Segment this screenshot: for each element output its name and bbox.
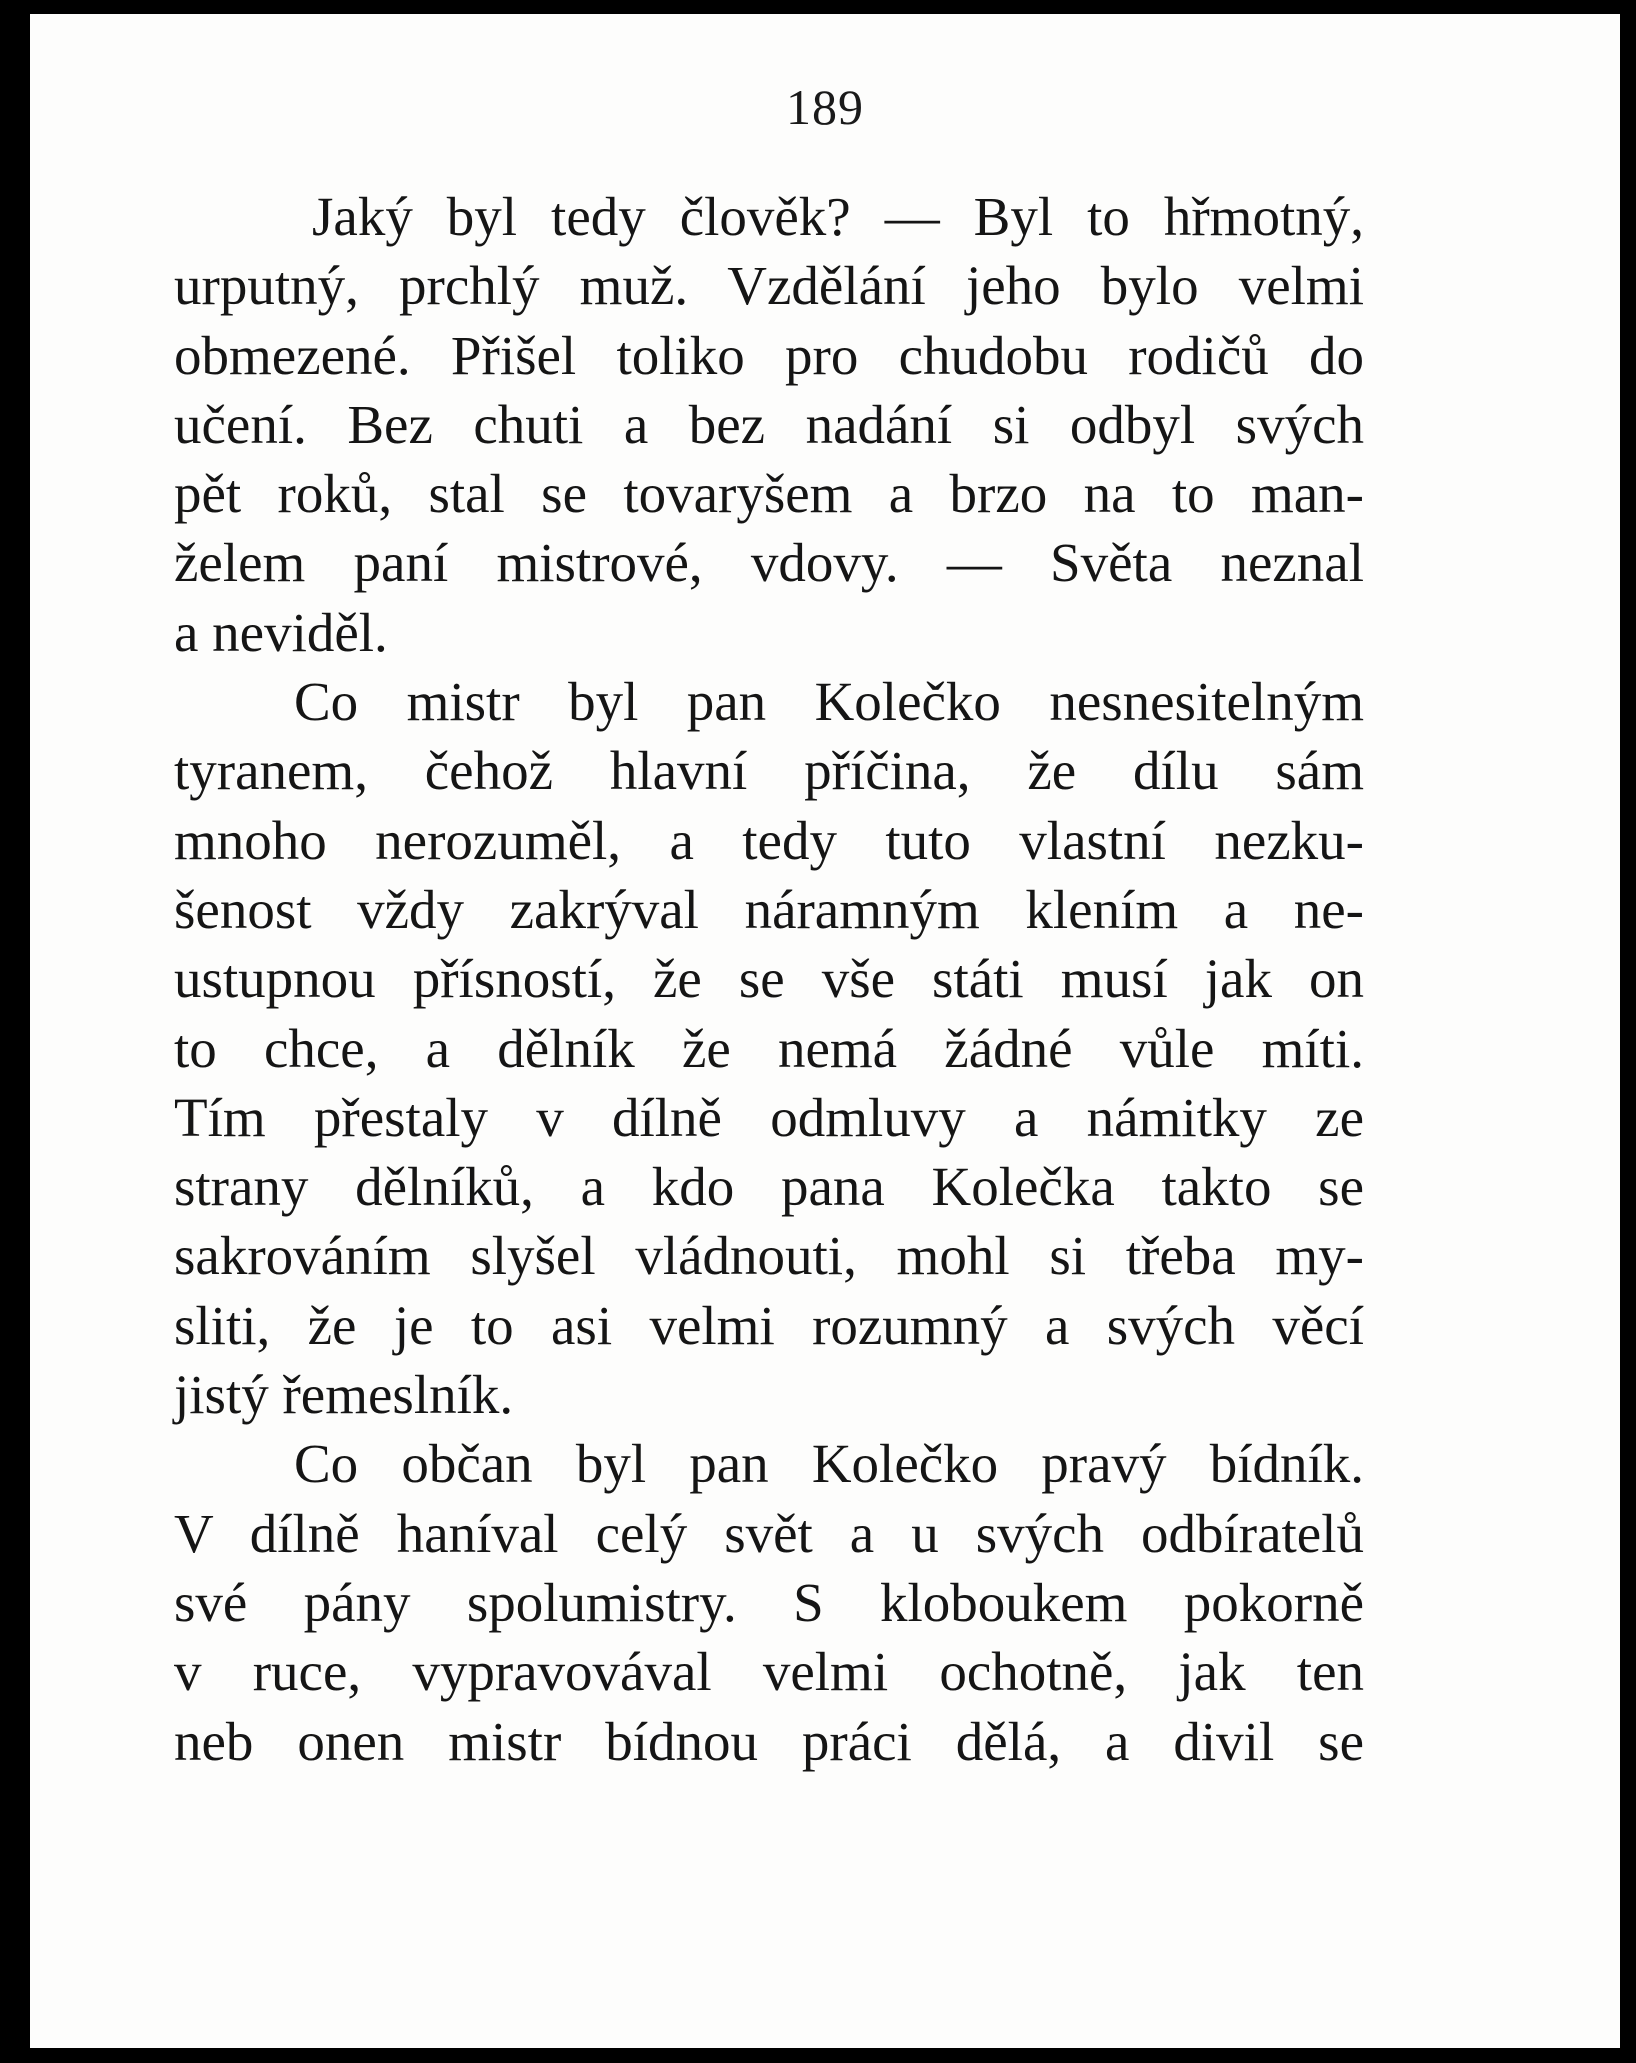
page-number: 189 xyxy=(786,79,864,135)
paragraph-3 xyxy=(174,1429,1364,1775)
paragraph-1 xyxy=(174,182,1364,667)
text-line: obmezené. Přišel toliko pro chudobu rodičů do xyxy=(174,324,1364,386)
paragraph-2 xyxy=(174,667,1364,1429)
text-line: své pány spolumistry. S kloboukem pokorně xyxy=(174,1571,1364,1633)
text-line: V dílně haníval celý svět a u svých odbíratelů xyxy=(174,1502,1364,1564)
text-line: a neviděl. xyxy=(174,601,388,663)
text-line: Co mistr byl pan Kolečko nesnesitelným xyxy=(294,671,1364,733)
text-line: Co občan byl pan Kolečko pravý bídník. xyxy=(294,1433,1364,1495)
text-line: tyranem, čehož hlavní příčina, že dílu sám xyxy=(174,740,1364,802)
text-line: Jaký byl tedy člověk? — Byl to hřmotný, xyxy=(312,186,1364,247)
text-line: Tím přestaly v dílně odmluvy a námitky ze xyxy=(174,1086,1364,1148)
text-line: sakrováním slyšel vládnouti, mohl si třeba my- xyxy=(174,1225,1364,1287)
text-line: mnoho nerozuměl, a tedy tuto vlastní nezku- xyxy=(174,809,1364,871)
text-line: ustupnou přísností, že se vše státi musí jak on xyxy=(174,948,1364,1010)
text-line: strany dělníků, a kdo pana Kolečka takto se xyxy=(174,1156,1364,1218)
text-line: pět roků, stal se tovaryšem a brzo na to man- xyxy=(174,463,1364,525)
text-line: sliti, že je to asi velmi rozumný a svých věcí xyxy=(174,1294,1364,1356)
text-line: urputný, prchlý muž. Vzdělání jeho bylo velmi xyxy=(174,255,1364,317)
text-line: učení. Bez chuti a bez nadání si odbyl svých xyxy=(174,393,1364,455)
text-line: želem paní mistrové, vdovy. — Světa neznal xyxy=(174,532,1364,594)
text-line: šenost vždy zakrýval náramným klením a ne- xyxy=(174,878,1364,940)
text-line: jistý řemeslník. xyxy=(174,1364,514,1426)
book-page xyxy=(30,14,1620,2048)
text-line: neb onen mistr bídnou práci dělá, a divil se xyxy=(174,1710,1364,1772)
text-line: v ruce, vypravovával velmi ochotně, jak ten xyxy=(174,1641,1364,1703)
text-line: to chce, a dělník že nemá žádné vůle míti. xyxy=(174,1017,1364,1079)
page-text xyxy=(174,182,1364,1776)
